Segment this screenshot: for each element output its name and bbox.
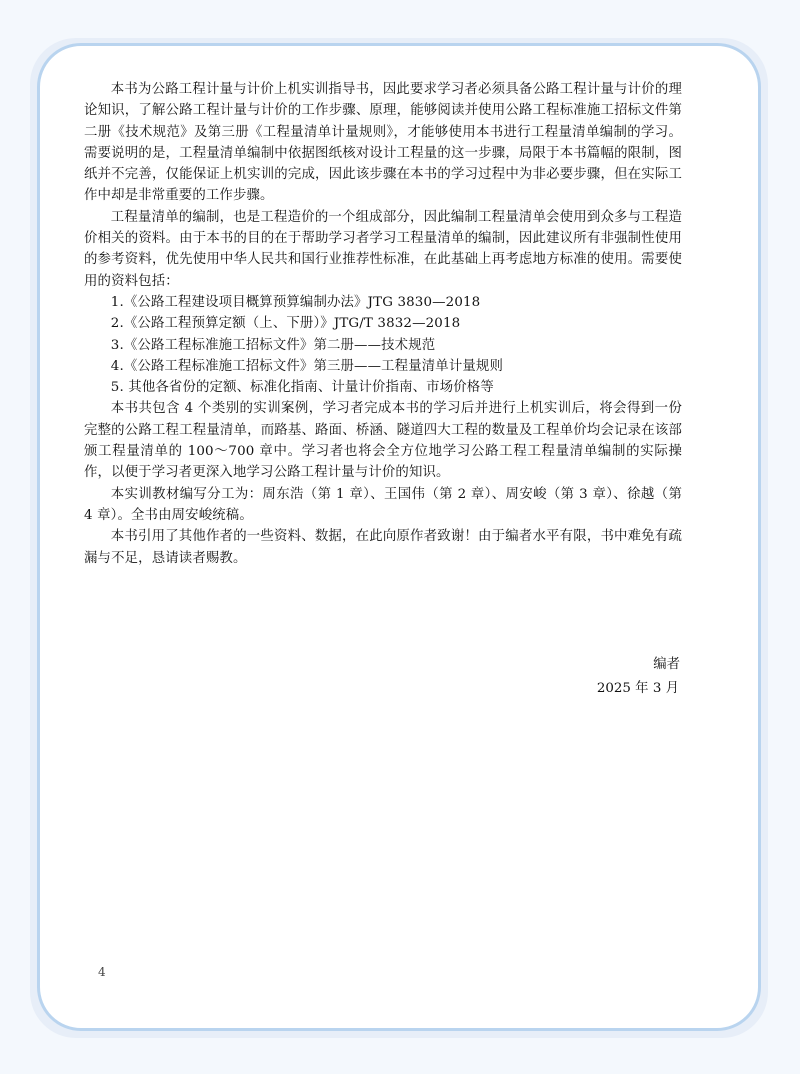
preface-paragraph-5: 本书引用了其他作者的一些资料、数据，在此向原作者致谢！由于编者水平有限，书中难免有疏漏与不足，恳请读者赐教。 (84, 529, 682, 566)
reference-item-2: 2.《公路工程预算定额（上、下册）》JTG/T 3832—2018 (110, 316, 461, 332)
preface-content (84, 79, 682, 569)
author-signature: 编者 (653, 657, 680, 672)
reference-item-3: 3.《公路工程标准施工招标文件》第二册——技术规范 (110, 337, 436, 353)
reference-list (84, 292, 682, 398)
preface-paragraph-3: 本书共包含 4 个类别的实训案例，学习者完成本书的学习后并进行上机实训后，将会得到一份完整的公路工程工程量清单，而路基、路面、桥涵、隧道四大工程的数量及工程单价均会记录在该部颁工程量清单的 100～700 章中。学习者也将会全方位地学习公路工程工程量清单编制的实际操作，以便于学习者更深入地学习公路工程计量与计价的知识。 (84, 401, 682, 481)
preface-paragraph-2: 工程量清单的编制，也是工程造价的一个组成部分，因此编制工程量清单会使用到众多与工程造价相关的资料。由于本书的目的在于帮助学习者学习工程量清单的编制，因此建议所有非强制性使用的参考资料，优先使用中华人民共和国行业推荐性标准，在此基础上再考虑地方标准的使用。需要使用的资料包括： (84, 209, 682, 289)
signature-date: 2025 年 3 月 (596, 681, 679, 696)
page-number: 4 (98, 965, 106, 979)
reference-item-1: 1.《公路工程建设项目概算预算编制办法》JTG 3830—2018 (110, 294, 481, 310)
reference-item-4: 4.《公路工程标准施工招标文件》第三册——工程量清单计量规则 (110, 358, 504, 374)
preface-paragraph-1: 本书为公路工程计量与计价上机实训指导书，因此要求学习者必须具备公路工程计量与计价的理论知识，了解公路工程计量与计价的工作步骤、原理，能够阅读并使用公路工程标准施工招标文件第二册《技术规范》及第三册《工程量清单计量规则》，才能够使用本书进行工程量清单编制的学习。需要说明的是，工程量清单编制中依据图纸核对设计工程量的这一步骤，局限于本书篇幅的限制，图纸并不完善，仅能保证上机实训的完成，因此该步骤在本书的学习过程中为非必要步骤，但在实际工作中却是非常重要的工作步骤。 (84, 82, 682, 204)
preface-paragraph-4: 本实训教材编写分工为：周东浩（第 1 章）、王国伟（第 2 章）、周安峻（第 3 章）、徐越（第 4 章）。全书由周安峻统稿。 (84, 486, 682, 523)
reference-item-5: 5. 其他各省份的定额、标准化指南、计量计价指南、市场价格等 (110, 380, 494, 396)
